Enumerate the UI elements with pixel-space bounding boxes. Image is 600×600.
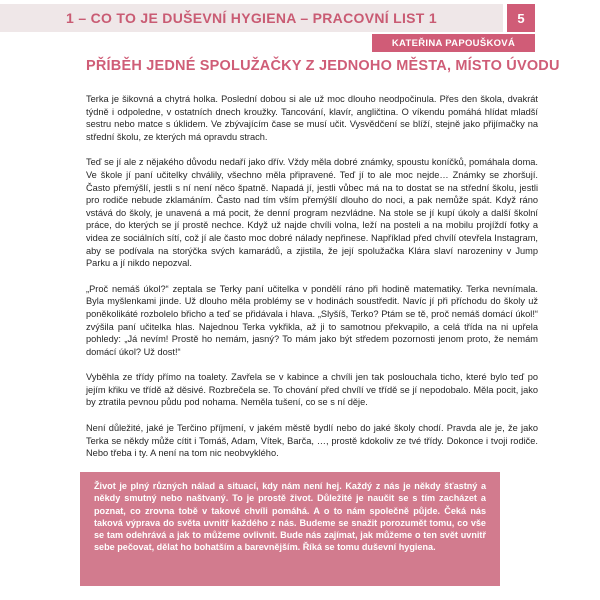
header-bar: [0, 4, 503, 32]
page-number: 5: [507, 4, 535, 32]
story-paragraph-2: Teď se jí ale z nějakého důvodu nedaří jako dřív. Vždy měla dobré známky, spoustu koníčků, pomáhala doma. Ve škole jí paní učitelky chválily, všechno měla připravené. Teď jí to ale moc nejde… Známky se zhoršují. Často přemýšlí, jestli s ní není něco špatně. Napadá jí, jestli vůbec má na to dostat se na střední školu, jestli pro rodiče nebude zklamáním. Často nad tím vším přemýšlí dlouho do noci, a pak nemůže spát. Když ráno vstává do školy, je unavená a má pocit, že denní program nezvládne. Na stole se jí kupí úkoly a další školní práce, do kterých se jí prostě nechce. Když už najde chvíli volna, leží na posteli a na mobilu projíždí fotky a videa ze sociálních sítí, což jí ale často moc dobré nálady nepřinese. Například před chvílí otevřela Instagram, aby se podívala na storýčka svých kamarádů, a zjistila, že její spolužačka Klára slaví narozeniny v Jump Parku a jí nikdo nepozval.: [86, 157, 538, 269]
callout-text: Život je plný různých nálad a situací, kdy nám není hej. Každý z nás je někdy šťastný a někdy smutný nebo naštvaný. To je prostě život. Důležité je naučit se s tím zacházet a poznat, co zrovna tobě v takové chvíli pomáhá. A o to nám společně půjde. Čeká nás taková výprava do světa uvnitř každého z nás. Budeme se snažit porozumět tomu, co vše se tam odehrává a jak to můžeme ovlivnit. Bude nás zajímat, jak můžeme o ten svět uvnitř sebe pečovat, dělat ho bohatším a barevnějším. Říká se tomu duševní hygiena.: [94, 481, 486, 553]
story-body: [86, 93, 538, 473]
section-heading: PŘÍBĚH JEDNÉ SPOLUŽAČKY Z JEDNOHO MĚSTA, MÍSTO ÚVODU: [86, 58, 560, 74]
author-name: KATEŘINA PAPOUŠKOVÁ: [372, 34, 535, 52]
story-paragraph-1: Terka je šikovná a chytrá holka. Poslední dobou si ale už moc dlouho neodpočinula. Přes den škola, dvakrát týdně i odpoledne, v ostatních dnech kroužky. Tancování, klavír, angličtina. O víkendu pomáhá hlídat mladší sestru nebo matce s úklidem. Ve zbývajícím čase se musí učit. Vysvědčení se blíží, stejně jako přijímačky na střední školu, ze kterých má opravdu strach.: [86, 94, 538, 142]
callout-box: [80, 472, 500, 586]
story-paragraph-5: Není důležité, jaké je Terčino příjmení, v jakém městě bydlí nebo do jaké školy chodí. Pravda ale je, že jako Terka se někdy může cítit i Tomáš, Adam, Vítek, Barča, …, prostě kdokoliv ze tvé třídy. Dokonce i tvoji rodiče. Nebo třeba i ty. A není na tom nic neobvyklého.: [86, 423, 538, 459]
story-paragraph-4: Vyběhla ze třídy přímo na toalety. Zavřela se v kabince a chvíli jen tak poslouchala ticho, které bylo teď po jejím křiku ve třídě až děsivé. Rozbrečela se. To chování před chvílí ve třídě se jí nepodobalo. Měla pocit, jako by ztratila pevnou půdu pod nohama. Neměla tušení, co se s ní děje.: [86, 372, 538, 408]
story-paragraph-3: „Proč nemáš úkol?“ zeptala se Terky paní učitelka v pondělí ráno při hodině matematiky. Terka nevnímala. Byla myšlenkami jinde. Už dlouho měla problémy se v hodinách soustředit. Navíc jí při příchodu do školy už poněkolikáté rozbolelo břicho a teď se přidávala i hlava. „Slyšíš, Terko? Ptám se tě, proč nemáš domácí úkol!“ zvýšila paní učitelka hlas. Najednou Terka vykřikla, až ji to samotnou překvapilo, a celá třída na ni upřela pohledy: „Já nevím! Prostě ho nemám, jasný? To mám jako být středem pozornosti jenom proto, že nemám domácí úkol? Už dost!“: [86, 283, 538, 357]
worksheet-title: 1 – CO TO JE DUŠEVNÍ HYGIENA – PRACOVNÍ LIST 1: [66, 10, 437, 26]
